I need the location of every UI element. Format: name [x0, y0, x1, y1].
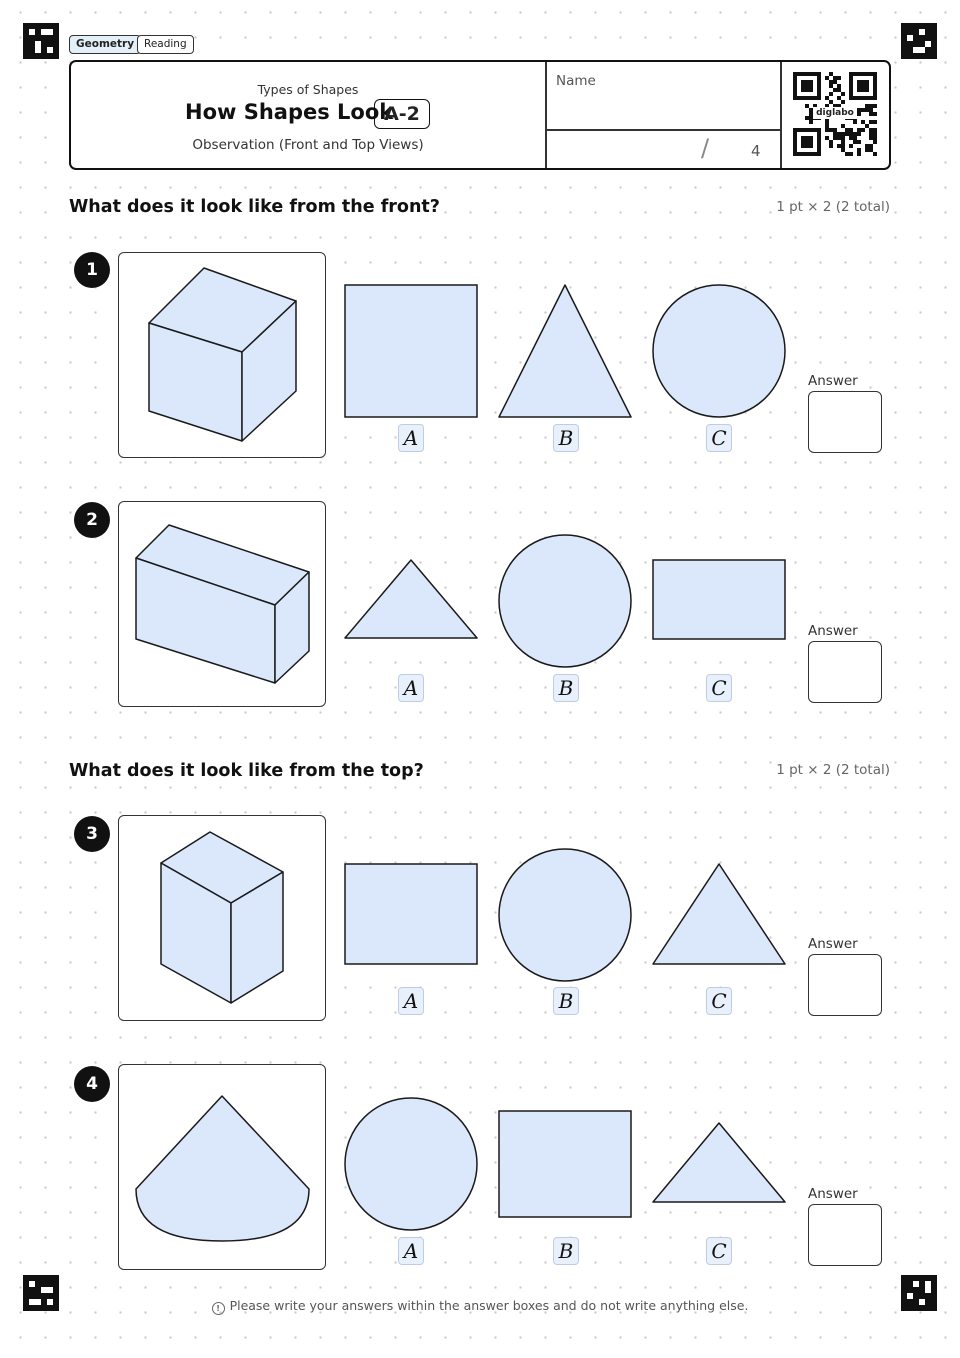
name-field-label: Name	[556, 73, 596, 89]
option-a-triangle[interactable]	[344, 534, 478, 668]
option-letter-a: A	[398, 987, 424, 1015]
option-b-circle[interactable]	[498, 534, 632, 668]
answer-label: Answer	[808, 936, 858, 952]
option-letter-c: C	[706, 987, 732, 1015]
option-letter-c: C	[706, 674, 732, 702]
option-b-circle[interactable]	[498, 848, 632, 982]
score-total: 4	[751, 142, 761, 160]
option-letter-c: C	[706, 1237, 732, 1265]
question-number: 1	[74, 252, 110, 288]
option-a-rectangle[interactable]	[344, 848, 478, 982]
option-letter-a: A	[398, 1237, 424, 1265]
worksheet-title: How Shapes Look	[185, 100, 394, 124]
header-divider	[780, 62, 782, 168]
option-letter-b: B	[553, 424, 579, 452]
tag-reading: Reading	[137, 35, 194, 54]
section-points-top: 1 pt × 2 (2 total)	[776, 762, 890, 778]
qr-logo-label: diglabo	[813, 107, 857, 119]
solid-figure-cube	[118, 252, 326, 458]
section-title-front: What does it look like from the front?	[69, 197, 444, 217]
option-b-triangle[interactable]	[498, 284, 632, 418]
corner-marker-top-left	[23, 23, 59, 59]
worksheet-header	[69, 60, 891, 170]
score-slash: /	[701, 134, 710, 162]
option-letter-b: B	[553, 1237, 579, 1265]
option-a-circle[interactable]	[344, 1097, 478, 1231]
answer-label: Answer	[808, 373, 858, 389]
option-b-square[interactable]	[498, 1097, 632, 1231]
question-number: 4	[74, 1066, 110, 1102]
worksheet-subtitle: Types of Shapes	[257, 82, 359, 97]
footer-text: Please write your answers within the answer boxes and do not write anything else.	[229, 1298, 749, 1313]
option-c-circle[interactable]	[652, 284, 786, 418]
footer-note	[0, 1298, 960, 1315]
option-c-rectangle[interactable]	[652, 534, 786, 668]
answer-box-2[interactable]	[808, 641, 882, 703]
header-divider	[545, 129, 781, 131]
answer-label: Answer	[808, 1186, 858, 1202]
worksheet-observation: Observation (Front and Top Views)	[192, 137, 424, 153]
option-letter-c: C	[706, 424, 732, 452]
solid-figure-square-prism	[118, 815, 326, 1021]
worksheet-code: A-2	[374, 99, 430, 129]
option-c-triangle[interactable]	[652, 848, 786, 982]
option-letter-b: B	[553, 987, 579, 1015]
section-points-front: 1 pt × 2 (2 total)	[776, 199, 890, 215]
tag-geometry: Geometry	[69, 35, 141, 54]
question-number: 2	[74, 502, 110, 538]
option-c-triangle[interactable]	[652, 1097, 786, 1231]
answer-box-1[interactable]	[808, 391, 882, 453]
info-icon: !	[212, 1302, 225, 1315]
option-letter-a: A	[398, 424, 424, 452]
corner-marker-top-right	[901, 23, 937, 59]
question-number: 3	[74, 816, 110, 852]
option-a-square[interactable]	[344, 284, 478, 418]
header-divider	[545, 62, 547, 168]
option-letter-a: A	[398, 674, 424, 702]
answer-label: Answer	[808, 623, 858, 639]
answer-box-4[interactable]	[808, 1204, 882, 1266]
answer-box-3[interactable]	[808, 954, 882, 1016]
section-title-top: What does it look like from the top?	[69, 761, 428, 781]
solid-figure-cone	[118, 1064, 326, 1270]
option-letter-b: B	[553, 674, 579, 702]
solid-figure-rectangular-prism	[118, 501, 326, 707]
